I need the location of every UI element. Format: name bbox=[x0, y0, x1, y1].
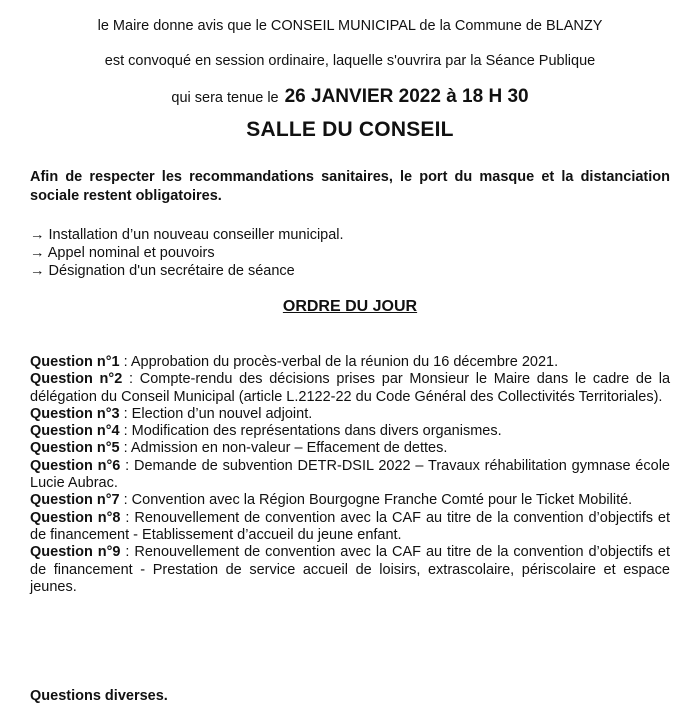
question-label: Question n°1 bbox=[30, 354, 120, 370]
question-item bbox=[30, 458, 670, 493]
question-item bbox=[30, 492, 670, 509]
question-item bbox=[30, 510, 670, 545]
misc-questions: Questions diverses. bbox=[30, 688, 168, 704]
question-label: Question n°9 bbox=[30, 544, 121, 561]
question-label: Question n°6 bbox=[30, 457, 121, 474]
question-text: : Compte-rendu des décisions prises par Monsieur le Maire dans le cadre de la délégation du Conseil Municipal (article L.2122-22 du Code Général des Collectivités Territoriales). bbox=[30, 371, 671, 405]
question-item bbox=[30, 423, 670, 440]
question-text: : Election d’un nouvel adjoint. bbox=[119, 405, 313, 422]
question-text: : Convention avec la Région Bourgogne Franche Comté pour le Ticket Mobilité. bbox=[119, 492, 633, 509]
preliminary-item: → Installation d’un nouveau conseiller municipal. bbox=[30, 227, 344, 243]
question-text: : Demande de subvention DETR-DSIL 2022 – Travaux réhabilitation gymnase école Lucie Aubrac. bbox=[30, 457, 670, 492]
question-label: Question n°2 bbox=[30, 371, 123, 388]
session-date: 26 JANVIER 2022 à 18 H 30 bbox=[284, 86, 529, 107]
question-label: Question n°4 bbox=[30, 423, 120, 440]
question-item bbox=[30, 406, 670, 423]
room-title: SALLE DU CONSEIL bbox=[246, 118, 454, 141]
question-text: : Approbation du procès-verbal de la réunion du 16 décembre 2021. bbox=[119, 354, 559, 370]
question-label: Question n°7 bbox=[30, 492, 120, 509]
question-label: Question n°3 bbox=[30, 405, 120, 422]
questions-list bbox=[30, 354, 670, 596]
question-item bbox=[30, 371, 670, 406]
question-item bbox=[30, 544, 670, 596]
question-label: Question n°8 bbox=[30, 509, 121, 526]
header-line-2: est convoqué en session ordinaire, laquelle s'ouvrira par la Séance Publique bbox=[104, 53, 596, 69]
question-item bbox=[30, 354, 670, 371]
question-text: : Renouvellement de convention avec la CAF au titre de la convention d’objectifs et de financement - Prestation de service accueil de loisirs, extrascolaire, périscolaire et espace jeunes. bbox=[30, 544, 670, 595]
preliminary-item: → Désignation d'un secrétaire de séance bbox=[30, 263, 295, 279]
question-text: : Renouvellement de convention avec la CAF au titre de la convention d’objectifs et de financement - Etablissement d’accueil du jeune enfant. bbox=[30, 509, 670, 543]
question-text: : Admission en non-valeur – Effacement de dettes. bbox=[119, 440, 448, 457]
question-text: : Modification des représentations dans divers organismes. bbox=[119, 423, 502, 440]
question-item bbox=[30, 440, 670, 457]
header-line-1: le Maire donne avis que le CONSEIL MUNICIPAL de la Commune de BLANZY bbox=[97, 18, 603, 34]
preliminary-item: → Appel nominal et pouvoirs bbox=[30, 245, 215, 261]
sanitary-notice: Afin de respecter les recommandations sanitaires, le port du masque et la distanciation sociale restent obligatoires. bbox=[30, 169, 670, 204]
preliminary-list bbox=[30, 226, 670, 280]
question-label: Question n°5 bbox=[30, 440, 120, 457]
header-line-3 bbox=[0, 87, 700, 108]
agenda-title bbox=[0, 298, 700, 316]
agenda-title-text: ORDRE DU JOUR bbox=[282, 298, 418, 315]
session-prefix: qui sera tenue le bbox=[171, 90, 279, 106]
